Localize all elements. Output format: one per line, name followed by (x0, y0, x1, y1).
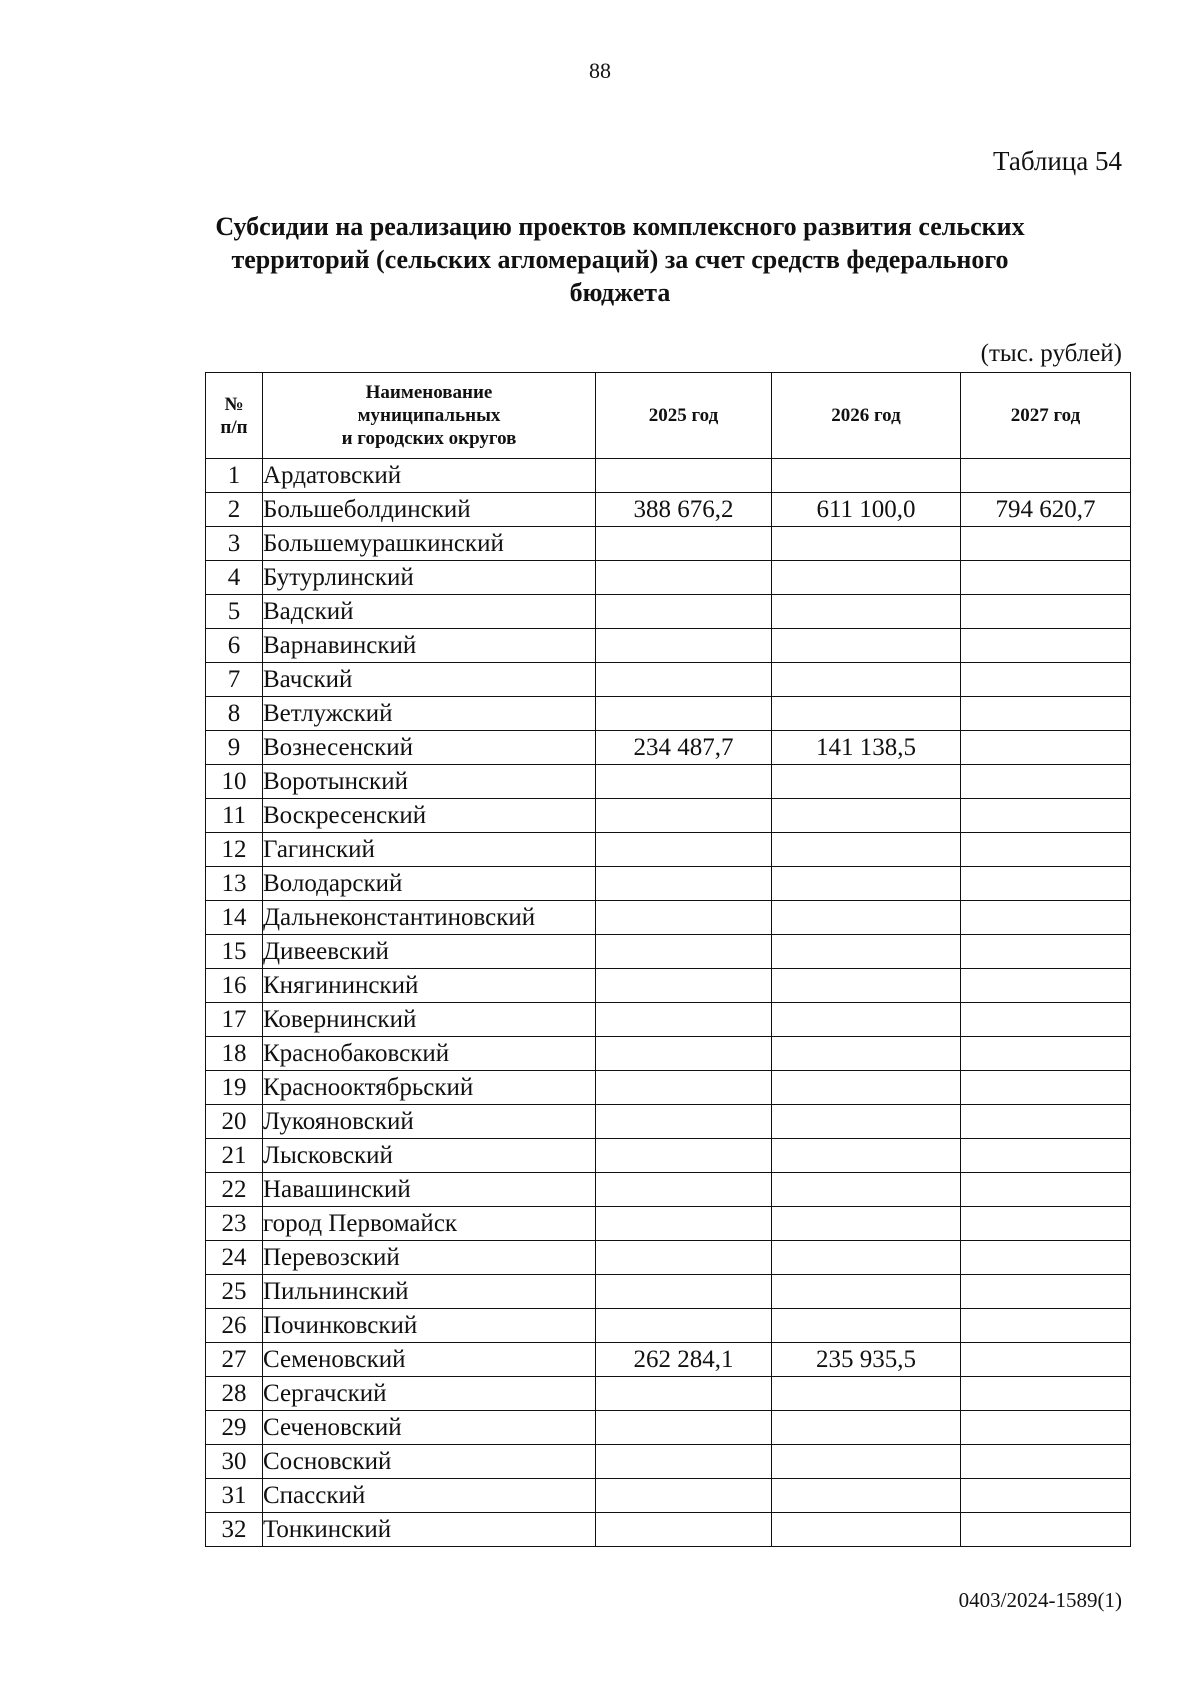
row-number: 32 (206, 1513, 263, 1547)
row-value-2026 (772, 629, 961, 663)
row-value-2026 (772, 1207, 961, 1241)
row-value-2027 (961, 935, 1131, 969)
row-name: Сосновский (263, 1445, 596, 1479)
subsidy-table (205, 372, 1131, 1547)
row-value-2027 (961, 1207, 1131, 1241)
row-value-2025 (596, 833, 772, 867)
row-value-2027: 794 620,7 (961, 493, 1131, 527)
units-label: (тыс. рублей) (980, 340, 1122, 367)
row-value-2025 (596, 1037, 772, 1071)
row-name: Ветлужский (263, 697, 596, 731)
row-name: Краснооктябрьский (263, 1071, 596, 1105)
row-name: Дивеевский (263, 935, 596, 969)
row-value-2027 (961, 1445, 1131, 1479)
table-row (206, 765, 1131, 799)
row-name: Дальнеконстантиновский (263, 901, 596, 935)
row-number: 5 (206, 595, 263, 629)
row-number: 25 (206, 1275, 263, 1309)
row-value-2025 (596, 935, 772, 969)
row-value-2027 (961, 833, 1131, 867)
row-value-2027 (961, 1377, 1131, 1411)
header-2025: 2025 год (596, 373, 772, 459)
row-number: 1 (206, 459, 263, 493)
row-value-2026 (772, 561, 961, 595)
row-value-2026 (772, 1173, 961, 1207)
row-value-2026 (772, 595, 961, 629)
row-value-2025 (596, 1445, 772, 1479)
row-name: Варнавинский (263, 629, 596, 663)
table-row (206, 1241, 1131, 1275)
row-value-2025: 262 284,1 (596, 1343, 772, 1377)
table-row (206, 799, 1131, 833)
row-number: 17 (206, 1003, 263, 1037)
table-row (206, 901, 1131, 935)
row-value-2025 (596, 1275, 772, 1309)
row-number: 7 (206, 663, 263, 697)
row-value-2026 (772, 663, 961, 697)
table-row (206, 867, 1131, 901)
header-name-line: муниципальных (357, 405, 501, 426)
row-value-2025 (596, 697, 772, 731)
row-value-2026 (772, 1479, 961, 1513)
row-value-2025 (596, 527, 772, 561)
row-number: 21 (206, 1139, 263, 1173)
table-row (206, 1071, 1131, 1105)
row-value-2026 (772, 1003, 961, 1037)
table-row (206, 1479, 1131, 1513)
row-value-2026 (772, 867, 961, 901)
table-row (206, 1037, 1131, 1071)
row-value-2026 (772, 1309, 961, 1343)
row-value-2025 (596, 663, 772, 697)
row-value-2026 (772, 459, 961, 493)
row-value-2027 (961, 1309, 1131, 1343)
row-name: Ардатовский (263, 459, 596, 493)
row-value-2026 (772, 697, 961, 731)
table-row (206, 1411, 1131, 1445)
row-number: 10 (206, 765, 263, 799)
row-value-2027 (961, 527, 1131, 561)
row-name: Семеновский (263, 1343, 596, 1377)
row-name: Большеболдинский (263, 493, 596, 527)
header-num (206, 373, 263, 459)
row-number: 8 (206, 697, 263, 731)
table-body (206, 459, 1131, 1547)
row-value-2025: 234 487,7 (596, 731, 772, 765)
row-number: 23 (206, 1207, 263, 1241)
table-row (206, 1003, 1131, 1037)
row-number: 18 (206, 1037, 263, 1071)
registration-number: 0403/2024-1589(1) (958, 1588, 1122, 1612)
table-row (206, 629, 1131, 663)
row-value-2026 (772, 1513, 961, 1547)
row-value-2025 (596, 1003, 772, 1037)
row-value-2025: 388 676,2 (596, 493, 772, 527)
row-value-2027 (961, 867, 1131, 901)
row-value-2027 (961, 459, 1131, 493)
row-value-2027 (961, 1037, 1131, 1071)
table-row (206, 1139, 1131, 1173)
row-name: Сеченовский (263, 1411, 596, 1445)
row-value-2026 (772, 901, 961, 935)
row-value-2025 (596, 1377, 772, 1411)
table-row (206, 561, 1131, 595)
row-value-2026 (772, 527, 961, 561)
row-name: Спасский (263, 1479, 596, 1513)
row-value-2027 (961, 731, 1131, 765)
table-row (206, 1309, 1131, 1343)
row-value-2027 (961, 663, 1131, 697)
row-number: 15 (206, 935, 263, 969)
row-number: 22 (206, 1173, 263, 1207)
table-row (206, 969, 1131, 1003)
row-value-2026 (772, 833, 961, 867)
table-row (206, 833, 1131, 867)
row-name: Вадский (263, 595, 596, 629)
title-line: территорий (сельских агломераций) за счет средств федерального (231, 245, 1009, 274)
row-name: Большемурашкинский (263, 527, 596, 561)
row-name: Гагинский (263, 833, 596, 867)
title-line: бюджета (569, 278, 671, 307)
row-value-2027 (961, 799, 1131, 833)
row-name: Вачский (263, 663, 596, 697)
row-value-2027 (961, 1139, 1131, 1173)
row-value-2026 (772, 1411, 961, 1445)
table-row (206, 1105, 1131, 1139)
row-value-2026 (772, 1445, 961, 1479)
table-row (206, 1275, 1131, 1309)
row-value-2027 (961, 1105, 1131, 1139)
row-number: 2 (206, 493, 263, 527)
row-number: 26 (206, 1309, 263, 1343)
row-name: Навашинский (263, 1173, 596, 1207)
row-number: 27 (206, 1343, 263, 1377)
row-name: Воскресенский (263, 799, 596, 833)
row-value-2027 (961, 1071, 1131, 1105)
header-2026: 2026 год (772, 373, 961, 459)
row-name: Сергачский (263, 1377, 596, 1411)
row-name: Лысковский (263, 1139, 596, 1173)
row-value-2025 (596, 561, 772, 595)
row-value-2027 (961, 901, 1131, 935)
row-value-2025 (596, 459, 772, 493)
row-value-2027 (961, 561, 1131, 595)
row-number: 16 (206, 969, 263, 1003)
row-number: 20 (206, 1105, 263, 1139)
table-row (206, 935, 1131, 969)
row-number: 30 (206, 1445, 263, 1479)
row-value-2025 (596, 1479, 772, 1513)
row-number: 31 (206, 1479, 263, 1513)
row-name: Пильнинский (263, 1275, 596, 1309)
row-name: Перевозский (263, 1241, 596, 1275)
row-number: 13 (206, 867, 263, 901)
header-name-line: и городских округов (341, 428, 517, 449)
row-name: Вознесенский (263, 731, 596, 765)
table-label: Таблица 54 (993, 146, 1122, 176)
row-value-2025 (596, 1139, 772, 1173)
row-value-2025 (596, 1173, 772, 1207)
row-number: 24 (206, 1241, 263, 1275)
row-number: 14 (206, 901, 263, 935)
row-value-2026 (772, 765, 961, 799)
row-value-2026: 141 138,5 (772, 731, 961, 765)
row-value-2025 (596, 1105, 772, 1139)
table-row (206, 527, 1131, 561)
row-value-2025 (596, 595, 772, 629)
row-value-2026 (772, 1071, 961, 1105)
row-value-2027 (961, 1343, 1131, 1377)
row-value-2025 (596, 1241, 772, 1275)
title-line: Субсидии на реализацию проектов комплексного развития сельских (215, 212, 1025, 241)
row-number: 19 (206, 1071, 263, 1105)
row-value-2027 (961, 969, 1131, 1003)
row-number: 6 (206, 629, 263, 663)
row-value-2026: 235 935,5 (772, 1343, 961, 1377)
table-row (206, 493, 1131, 527)
row-value-2025 (596, 799, 772, 833)
table-header-row (206, 373, 1131, 459)
row-name: Княгининский (263, 969, 596, 1003)
row-value-2025 (596, 1513, 772, 1547)
table-row (206, 731, 1131, 765)
table-row (206, 1343, 1131, 1377)
row-value-2025 (596, 901, 772, 935)
row-value-2025 (596, 765, 772, 799)
row-value-2027 (961, 1241, 1131, 1275)
row-number: 3 (206, 527, 263, 561)
row-value-2025 (596, 629, 772, 663)
table-row (206, 1445, 1131, 1479)
header-name (263, 373, 596, 459)
row-name: Володарский (263, 867, 596, 901)
row-value-2027 (961, 1003, 1131, 1037)
row-number: 28 (206, 1377, 263, 1411)
table-row (206, 1377, 1131, 1411)
table-row (206, 663, 1131, 697)
table-row (206, 1207, 1131, 1241)
row-value-2027 (961, 1411, 1131, 1445)
row-name: Тонкинский (263, 1513, 596, 1547)
row-value-2026 (772, 1377, 961, 1411)
row-number: 12 (206, 833, 263, 867)
table-row (206, 1173, 1131, 1207)
page-number: 88 (589, 58, 611, 83)
table-row (206, 697, 1131, 731)
row-value-2025 (596, 1309, 772, 1343)
row-value-2026 (772, 1037, 961, 1071)
row-value-2027 (961, 1173, 1131, 1207)
row-value-2026 (772, 935, 961, 969)
row-value-2027 (961, 697, 1131, 731)
row-value-2025 (596, 1411, 772, 1445)
table-row (206, 595, 1131, 629)
table-row (206, 459, 1131, 493)
row-value-2027 (961, 1513, 1131, 1547)
row-name: Лукояновский (263, 1105, 596, 1139)
row-value-2025 (596, 969, 772, 1003)
row-value-2026 (772, 1139, 961, 1173)
row-value-2026: 611 100,0 (772, 493, 961, 527)
row-number: 11 (206, 799, 263, 833)
row-number: 29 (206, 1411, 263, 1445)
row-value-2025 (596, 1071, 772, 1105)
header-2027: 2027 год (961, 373, 1131, 459)
row-name: Ковернинский (263, 1003, 596, 1037)
document-title (205, 210, 1035, 309)
row-name: Бутурлинский (263, 561, 596, 595)
row-value-2026 (772, 799, 961, 833)
row-name: Краснобаковский (263, 1037, 596, 1071)
header-name-line: Наименование (365, 382, 493, 403)
row-value-2027 (961, 629, 1131, 663)
row-value-2026 (772, 969, 961, 1003)
row-name: Воротынский (263, 765, 596, 799)
row-value-2025 (596, 1207, 772, 1241)
row-number: 9 (206, 731, 263, 765)
row-value-2027 (961, 765, 1131, 799)
row-name: город Первомайск (263, 1207, 596, 1241)
row-value-2027 (961, 1479, 1131, 1513)
row-name: Починковский (263, 1309, 596, 1343)
row-value-2026 (772, 1275, 961, 1309)
row-number: 4 (206, 561, 263, 595)
row-value-2026 (772, 1241, 961, 1275)
header-num-line: п/п (220, 416, 248, 438)
header-num-line: № (224, 393, 244, 415)
table-row (206, 1513, 1131, 1547)
row-value-2027 (961, 1275, 1131, 1309)
row-value-2025 (596, 867, 772, 901)
row-value-2026 (772, 1105, 961, 1139)
row-value-2027 (961, 595, 1131, 629)
